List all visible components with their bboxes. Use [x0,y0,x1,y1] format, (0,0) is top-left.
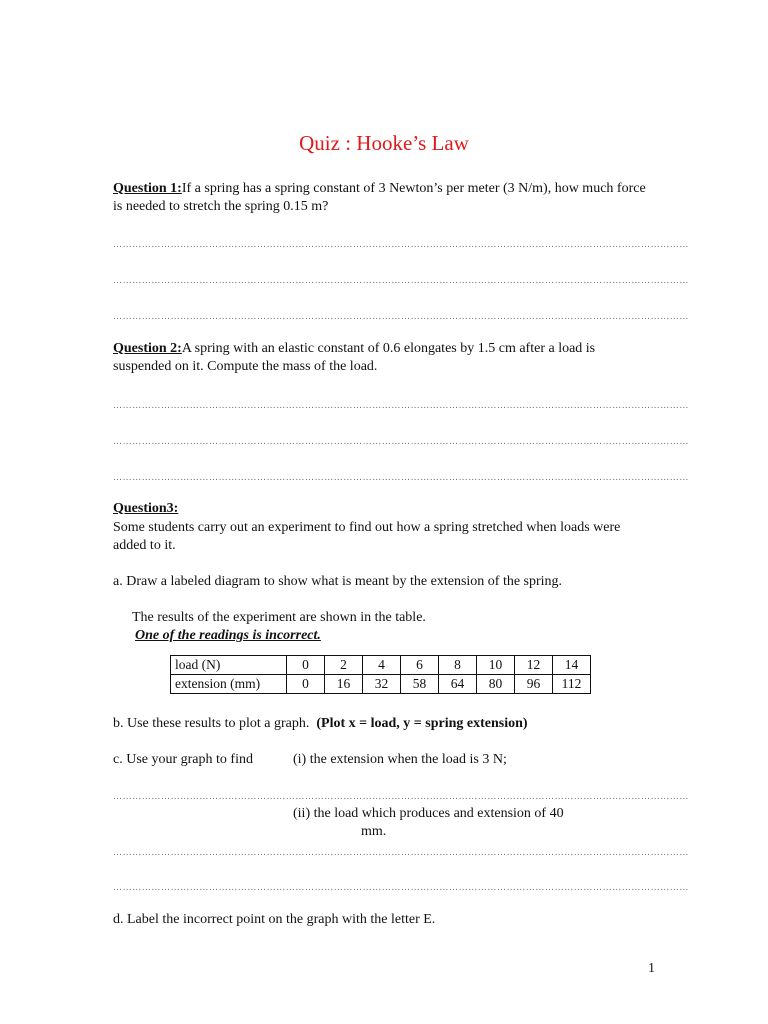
table-cell: 6 [401,656,439,675]
part-c-ii-line2: mm. [361,824,387,839]
part-b-bold: (Plot x = load, y = spring extension) [316,716,528,731]
table-cell: 12 [515,656,553,675]
part-c-ii-line1: (ii) the load which produces and extension of 40 [293,806,564,821]
table-row-header: extension (mm) [171,675,287,694]
table-row-header: load (N) [171,656,287,675]
table-cell: 8 [439,656,477,675]
answer-line[interactable]: ……………………………………………………………………………………………………………………………………………………………… [113,436,689,446]
results-text: The results of the experiment are shown in the table. [132,610,426,625]
part-d-text: d. Label the incorrect point on the graph with the letter E. [113,912,436,927]
table-cell: 32 [363,675,401,694]
answer-line[interactable]: ……………………………………………………………………………………………………………………………………………………………… [113,239,689,249]
answer-line[interactable]: ……………………………………………………………………………………………………………………………………………………………… [113,882,689,892]
answer-line[interactable]: ……………………………………………………………………………………………………………………………………………………………… [113,791,689,801]
table-cell: 58 [401,675,439,694]
table-row [171,656,591,675]
incorrect-note: One of the readings is incorrect. [135,628,321,643]
question-2-label: Question 2: [113,341,182,356]
question-1-label: Question 1: [113,181,182,196]
question-1-text: If a spring has a spring constant of 3 Newton’s per meter (3 N/m), how much force is needed to stretch the spring 0.15 m? [113,181,646,214]
table-cell: 2 [325,656,363,675]
question-2 [113,340,638,376]
question-3-label: Question3: [113,501,179,516]
table-cell: 16 [325,675,363,694]
answer-line[interactable]: ……………………………………………………………………………………………………………………………………………………………… [113,400,689,410]
table-cell: 0 [287,656,325,675]
answer-line[interactable]: ……………………………………………………………………………………………………………………………………………………………… [113,275,689,285]
part-b-text: b. Use these results to plot a graph. [113,716,310,731]
question-3-intro: Some students carry out an experiment to find out how a spring stretched when loads were added to it. [113,520,621,553]
answer-line[interactable]: ……………………………………………………………………………………………………………………………………………………………… [113,472,689,482]
table-cell: 4 [363,656,401,675]
table-cell: 0 [287,675,325,694]
question-1 [113,180,658,216]
results-table [170,655,591,694]
part-b [113,715,528,733]
answer-line[interactable]: ……………………………………………………………………………………………………………………………………………………………… [113,847,689,857]
page-title: Quiz : Hooke’s Law [299,131,469,155]
part-a-text: a. Draw a labeled diagram to show what is meant by the extension of the spring. [113,574,563,589]
table-cell: 10 [477,656,515,675]
table-cell: 112 [553,675,591,694]
table-cell: 64 [439,675,477,694]
table-row [171,675,591,694]
part-c-i: (i) the extension when the load is 3 N; [293,752,507,767]
table-cell: 14 [553,656,591,675]
table-cell: 80 [477,675,515,694]
page-number: 1 [648,961,655,976]
answer-line[interactable]: ……………………………………………………………………………………………………………………………………………………………… [113,311,689,321]
part-c-text: c. Use your graph to find [113,752,253,767]
table-cell: 96 [515,675,553,694]
question-2-text: A spring with an elastic constant of 0.6 elongates by 1.5 cm after a load is suspended on it. Compute the mass of the load. [113,341,596,374]
